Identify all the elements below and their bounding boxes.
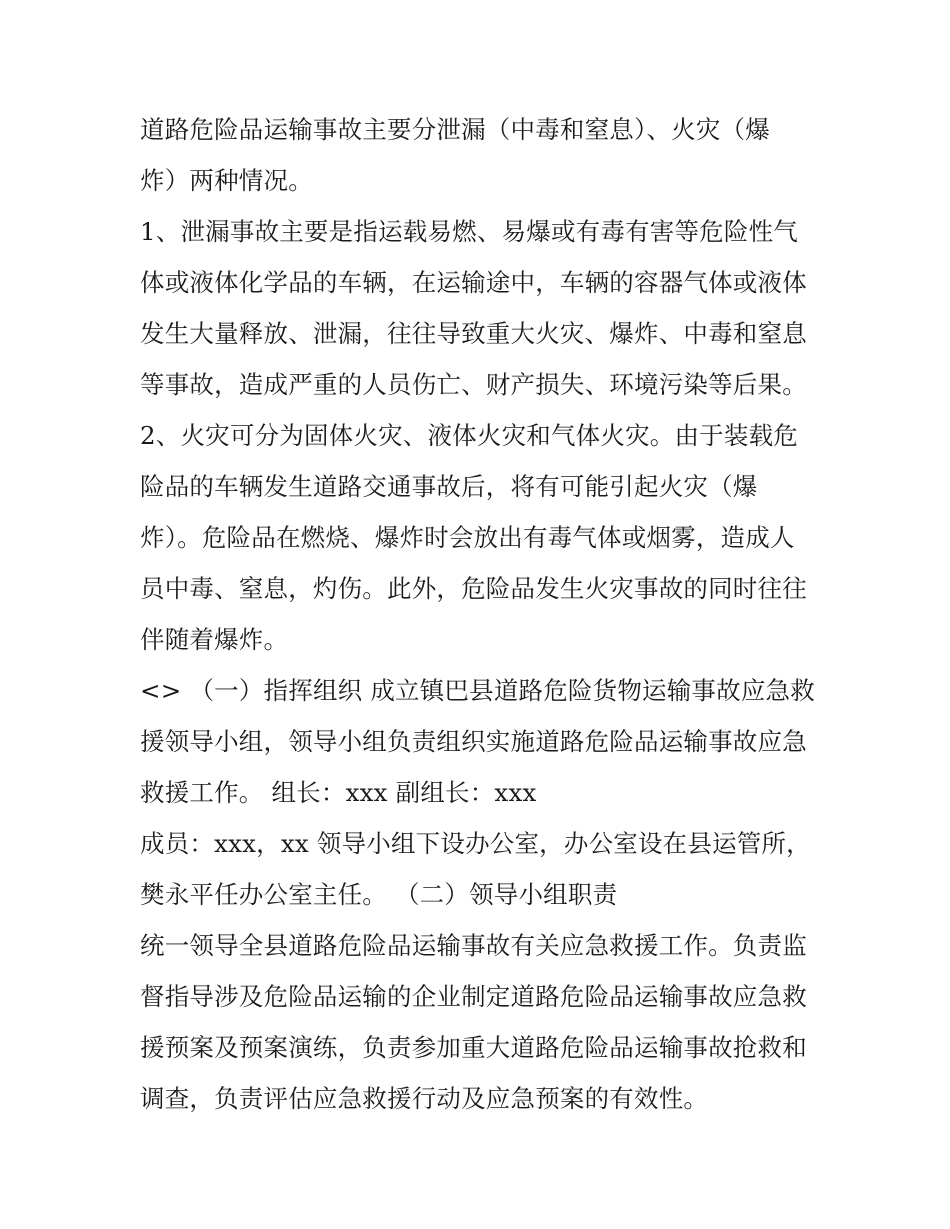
text-line: <> （一）指挥组织 成立镇巴县道路危险货物运输事故应急救 xyxy=(140,676,815,705)
text-line: 2、火灾可分为固体火灾、液体火灾和气体火灾。由于装载危 xyxy=(140,421,798,450)
text-line: 樊永平任办公室主任。 （二）领导小组职责 xyxy=(140,880,618,909)
text-line: 险品的车辆发生道路交通事故后，将有可能引起火灾（爆 xyxy=(140,472,758,501)
text-line: 等事故，造成严重的人员伤亡、财产损失、环境污染等后果。 xyxy=(140,370,807,399)
text-line: 救援工作。 组长：xxx 副组长：xxx xyxy=(140,778,537,807)
text-line: 成员：xxx，xx 领导小组下设办公室，办公室设在县运管所， xyxy=(140,829,811,858)
text-line: 体或液体化学品的车辆，在运输途中，车辆的容器气体或液体 xyxy=(140,268,807,297)
text-line: 发生大量释放、泄漏，往往导致重大火灾、爆炸、中毒和窒息 xyxy=(140,319,807,348)
text-line: 1、泄漏事故主要是指运载易燃、易爆或有毒有害等危险性气 xyxy=(140,217,798,246)
text-line: 统一领导全县道路危险品运输事故有关应急救援工作。负责监 xyxy=(140,931,807,960)
text-line: 道路危险品运输事故主要分泄漏（中毒和窒息）、火灾（爆 xyxy=(140,115,770,144)
text-line: 调查，负责评估应急救援行动及应急预案的有效性。 xyxy=(140,1084,709,1113)
text-line: 援预案及预案演练，负责参加重大道路危险品运输事故抢救和 xyxy=(140,1033,807,1062)
text-line: 援领导小组，领导小组负责组织实施道路危险品运输事故应急 xyxy=(140,727,807,756)
document-body xyxy=(140,104,820,1124)
text-line: 炸）。危险品在燃烧、爆炸时会放出有毒气体或烟雾，造成人 xyxy=(140,523,795,552)
text-line: 伴随着爆炸。 xyxy=(140,625,289,654)
text-line: 督指导涉及危险品运输的企业制定道路危险品运输事故应急救 xyxy=(140,982,807,1011)
text-line: 炸）两种情况。 xyxy=(140,166,313,195)
text-line: 员中毒、窒息，灼伤。此外，危险品发生火灾事故的同时往往 xyxy=(140,574,807,603)
